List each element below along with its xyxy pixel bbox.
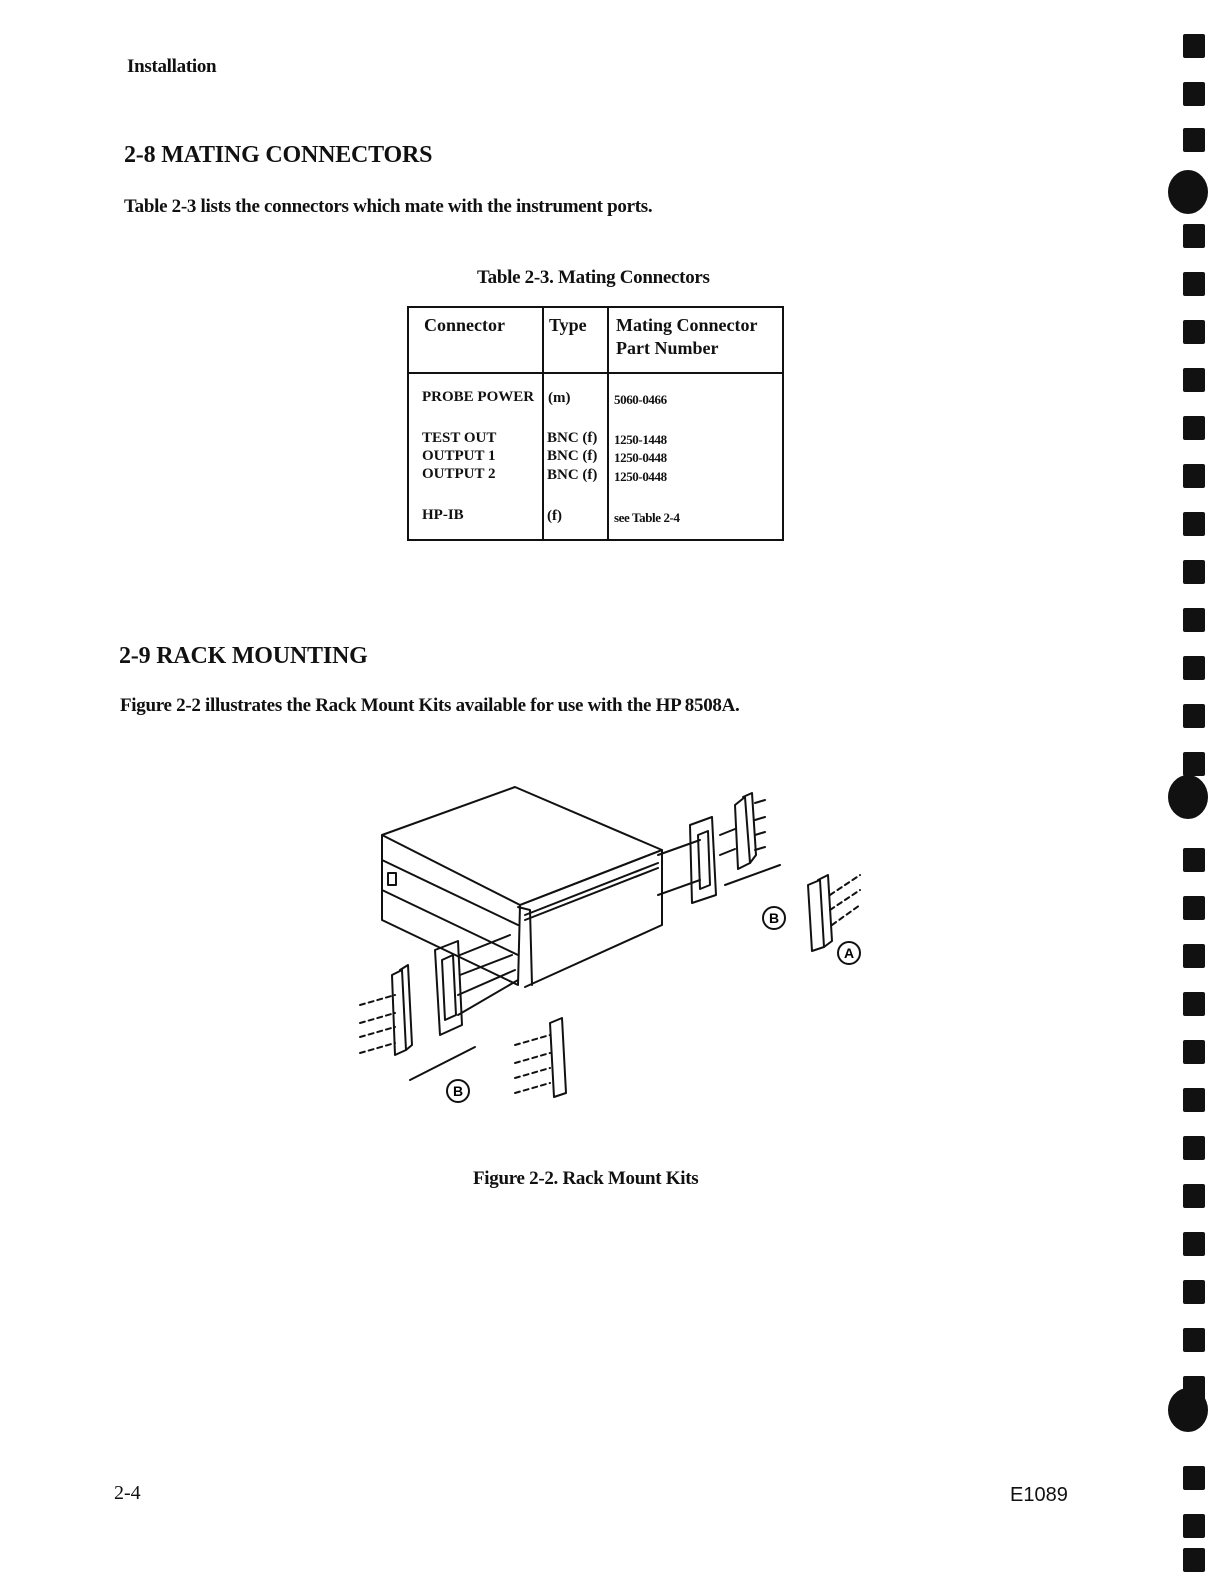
punch-hole [1183, 416, 1205, 440]
section-text-mating-connectors: Table 2-3 lists the connectors which mate with the instrument ports. [124, 196, 653, 217]
table-caption: Table 2-3. Mating Connectors [477, 267, 710, 288]
section-title-mating-connectors: 2-8 MATING CONNECTORS [124, 142, 433, 168]
table-header-connector: Connector [424, 315, 505, 335]
punch-hole [1168, 1388, 1208, 1432]
punch-hole [1183, 34, 1205, 58]
punch-hole [1183, 752, 1205, 776]
punch-hole [1168, 775, 1208, 819]
punch-hole [1183, 320, 1205, 344]
table-cell-connector: OUTPUT 2 [422, 466, 496, 482]
punch-hole [1183, 656, 1205, 680]
table-cell-type: BNC (f) [547, 467, 598, 483]
table-cell-part: 1250-0448 [614, 469, 667, 484]
table-cell-part: see Table 2-4 [614, 510, 680, 525]
punch-hole [1183, 82, 1205, 106]
punch-hole [1183, 128, 1205, 152]
table-header-divider [409, 372, 782, 374]
punch-hole [1183, 848, 1205, 872]
figure-caption: Figure 2-2. Rack Mount Kits [473, 1168, 699, 1189]
callout-a: A [843, 945, 855, 961]
table-cell-connector: TEST OUT [422, 430, 497, 446]
punch-hole [1183, 512, 1205, 536]
mating-connectors-table [407, 306, 784, 541]
table-header-type: Type [549, 315, 587, 335]
punch-hole [1183, 560, 1205, 584]
punch-hole [1183, 368, 1205, 392]
rack-mount-kits-figure [340, 775, 900, 1115]
punch-hole [1183, 1514, 1205, 1538]
table-cell-part: 1250-0448 [614, 450, 667, 465]
punch-hole [1183, 1040, 1205, 1064]
punch-hole [1183, 272, 1205, 296]
table-cell-part: 5060-0466 [614, 392, 667, 407]
punch-hole [1168, 170, 1208, 214]
table-cell-connector: PROBE POWER [422, 389, 535, 405]
table-cell-type: (m) [548, 390, 571, 406]
punch-hole [1183, 464, 1205, 488]
table-cell-type: (f) [547, 508, 562, 524]
punch-hole [1183, 1548, 1205, 1572]
table-cell-connector: HP-IB [422, 507, 464, 523]
punch-hole [1183, 944, 1205, 968]
table-column-divider [607, 308, 609, 539]
section-text-rack-mounting: Figure 2-2 illustrates the Rack Mount Kits available for use with the HP 8508A. [120, 695, 740, 716]
punch-hole [1183, 224, 1205, 248]
document-code: E1089 [1010, 1484, 1068, 1506]
punch-hole [1183, 1136, 1205, 1160]
punch-hole [1183, 1088, 1205, 1112]
callout-b-right: B [768, 910, 780, 926]
punch-hole [1183, 992, 1205, 1016]
punch-hole [1183, 1328, 1205, 1352]
punch-hole [1183, 1280, 1205, 1304]
section-title-rack-mounting: 2-9 RACK MOUNTING [119, 643, 368, 669]
punch-hole [1183, 1232, 1205, 1256]
table-header-mating-connector: Mating Connector [616, 315, 758, 335]
table-cell-type: BNC (f) [547, 448, 598, 464]
punch-hole [1183, 1466, 1205, 1490]
page-number: 2-4 [114, 1482, 141, 1504]
punch-hole [1183, 896, 1205, 920]
table-cell-part: 1250-1448 [614, 432, 667, 447]
table-column-divider [542, 308, 544, 539]
instrument-top [382, 787, 662, 905]
punch-hole [1183, 1184, 1205, 1208]
callout-b-left: B [452, 1083, 464, 1099]
running-head: Installation [127, 56, 217, 77]
table-header-part-number: Part Number [616, 338, 719, 358]
punch-hole [1183, 704, 1205, 728]
punch-hole [1183, 608, 1205, 632]
table-cell-connector: OUTPUT 1 [422, 448, 496, 464]
table-cell-type: BNC (f) [547, 430, 598, 446]
